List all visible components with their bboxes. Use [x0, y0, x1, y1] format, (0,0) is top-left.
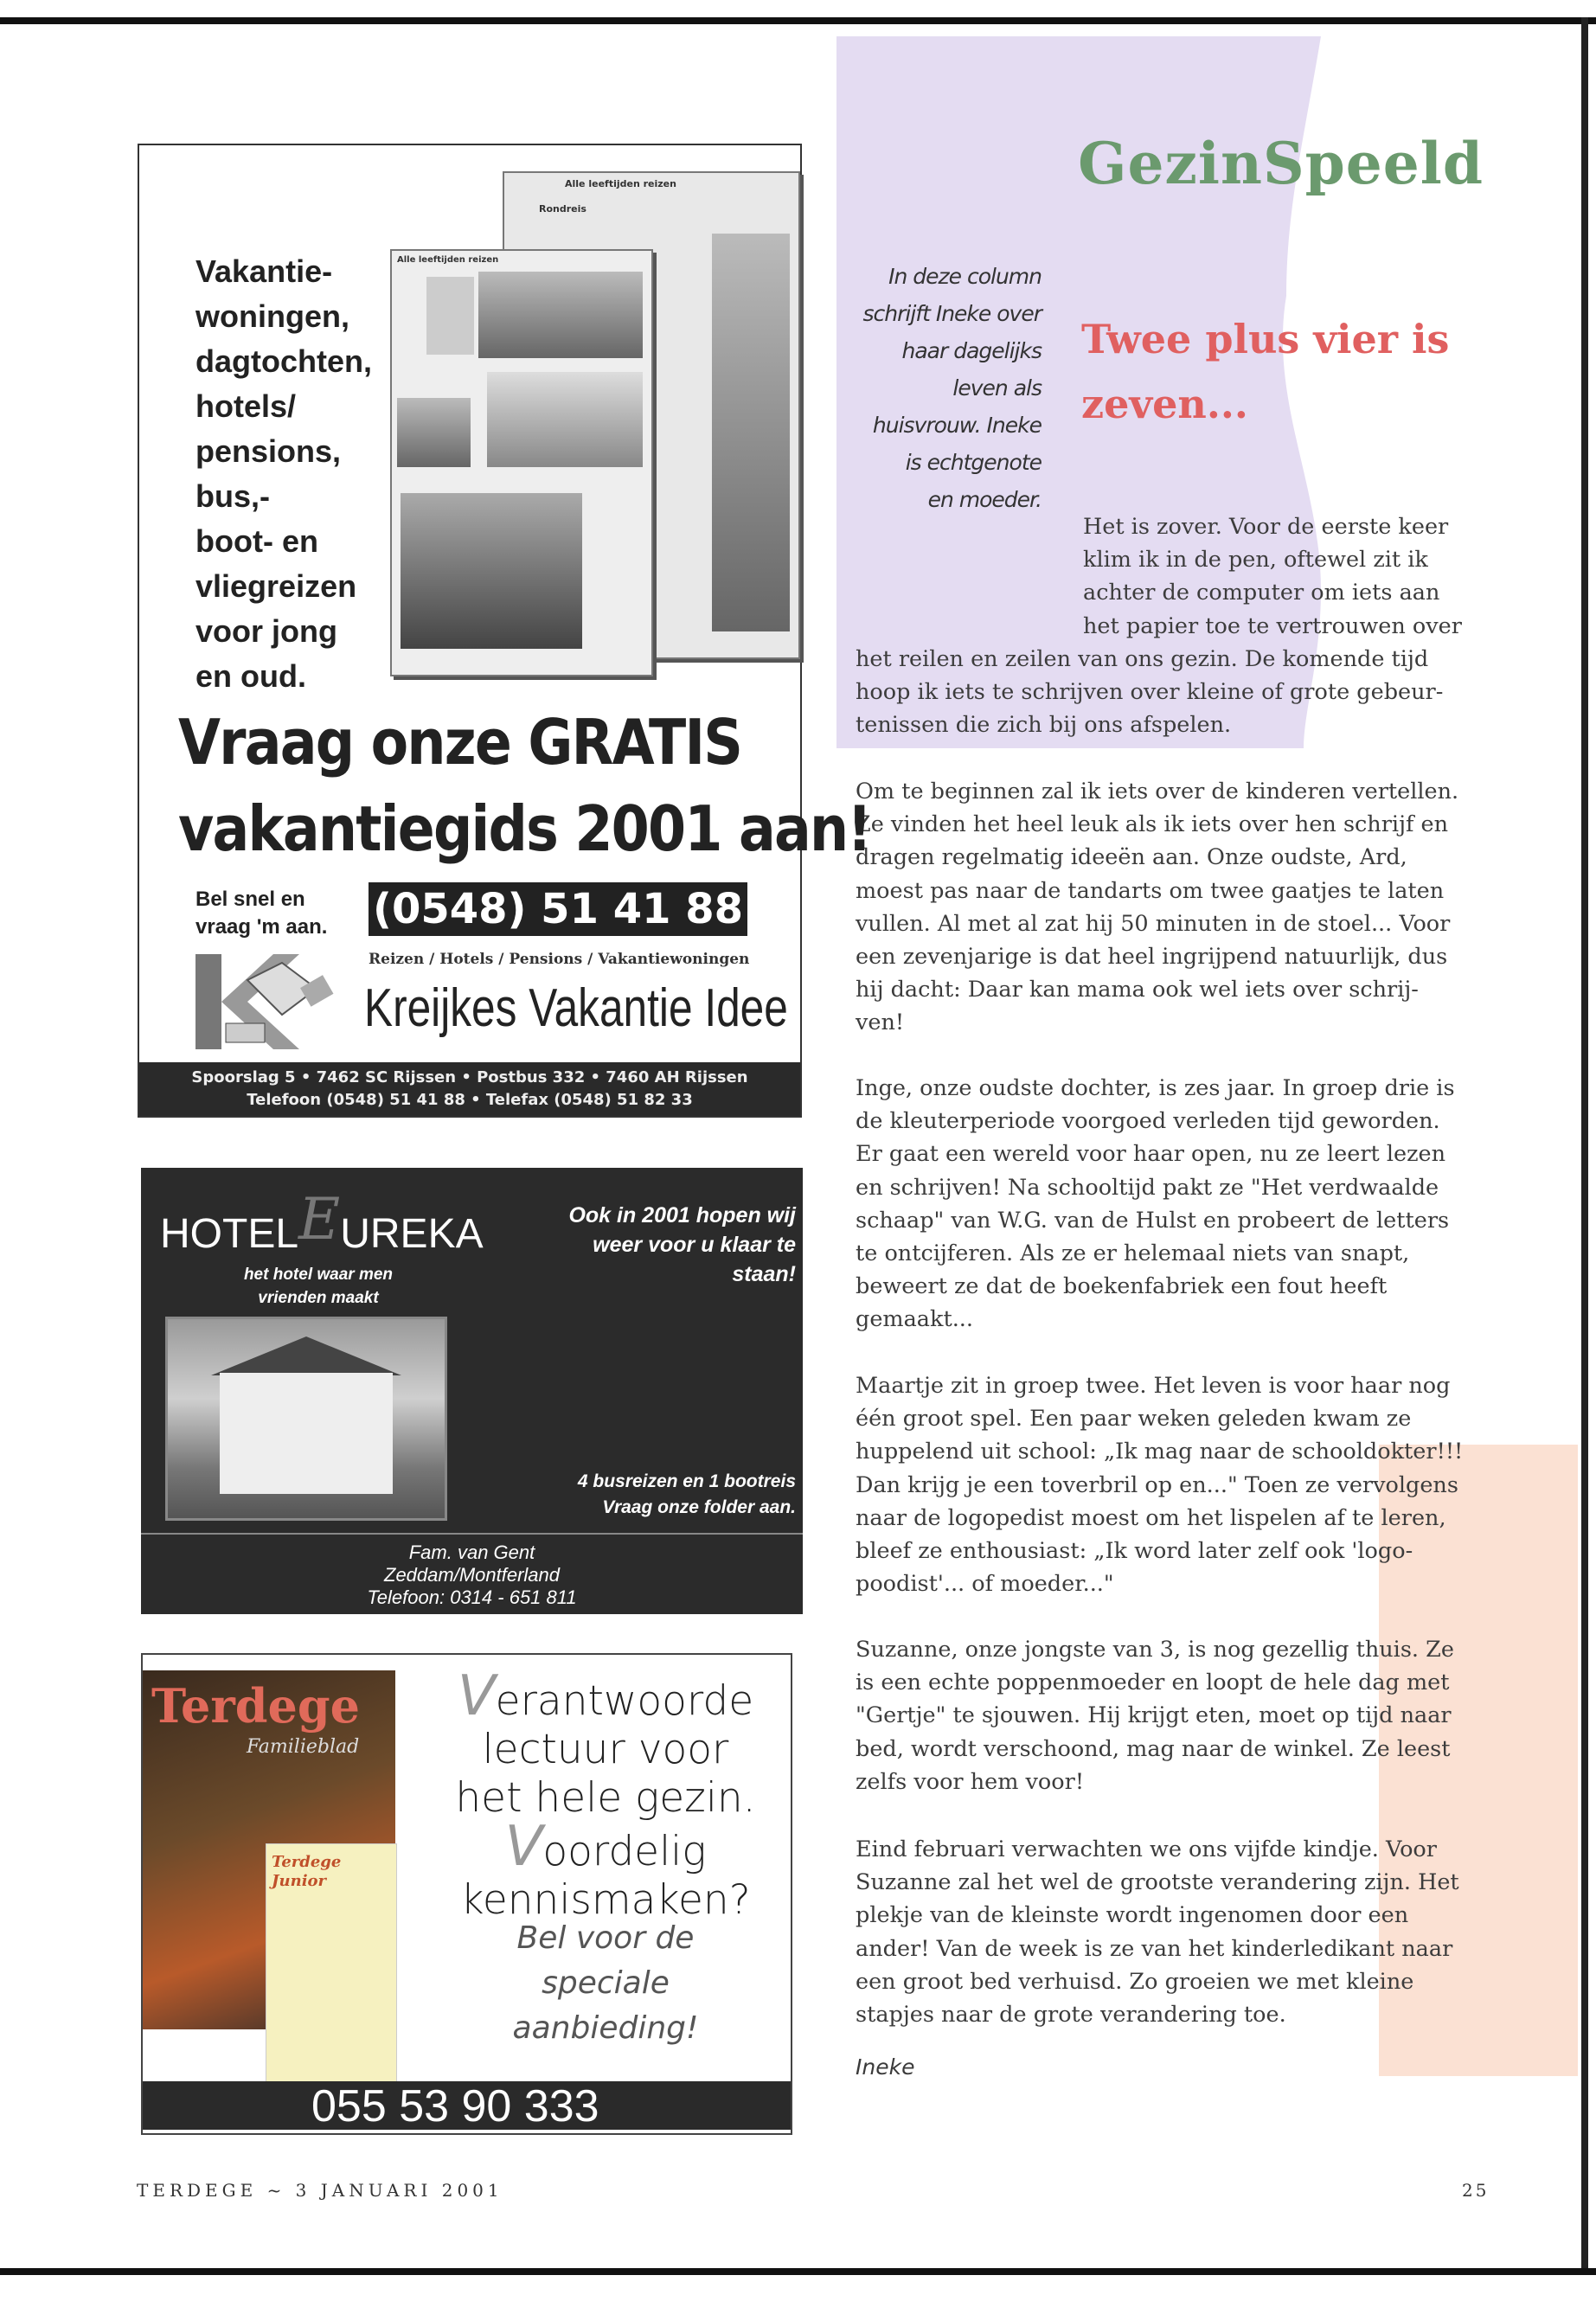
offer-line: speciale: [542, 1965, 670, 2001]
trips-line: Vraag onze folder aan.: [602, 1497, 796, 1517]
trips-line: 4 busreizen en 1 bootreis: [577, 1471, 796, 1491]
offer-list-line: Vakantie-: [195, 253, 333, 289]
body-line: Eind februari verwachten we ons vijfde kindje. Voor: [856, 1836, 1437, 1862]
ad-offer: [441, 1916, 770, 2051]
offer-list-line: hotels/: [195, 388, 297, 424]
offer-list-line: pensions,: [195, 433, 342, 469]
body-line: achter de computer om iets aan: [1083, 580, 1440, 606]
body-line: een groot bed verhuisd. Zo groeien we met kleine: [856, 1968, 1414, 1995]
page-top-border: [0, 17, 1596, 24]
hotel-contact: [141, 1533, 803, 1609]
body-line: de kleuterperiode voorgoed verleden tijd geworden.: [856, 1108, 1440, 1135]
column-intro: [808, 258, 1042, 518]
body-line: Ze vinden het heel leuk als ik iets over hen schrijf en: [856, 811, 1449, 838]
footer-publication: TERDEGE ~ 3 JANUARI 2001: [137, 2180, 503, 2201]
offer-line: aanbieding!: [512, 2010, 699, 2046]
author-signature: Ineke: [856, 2054, 915, 2080]
body-line: Er gaat een wereld voor haar open, nu ze leert lezen: [856, 1141, 1446, 1168]
offer-list-line: voor jong: [195, 613, 337, 649]
contact-line: Fam. van Gent: [408, 1541, 535, 1563]
copy-line: lectuur voor: [482, 1726, 729, 1773]
contact-line: Zeddam/Montferland: [384, 1564, 560, 1586]
body-line: poodist'... of moeder...": [856, 1571, 1114, 1598]
body-line: "Gertje" te sjouwen. Hij krijgt eten, moet op tijd naar: [856, 1702, 1452, 1729]
ad-services: Reizen / Hotels / Pensions / Vakantiewoningen: [369, 951, 750, 968]
call-line: Bel snel en: [195, 888, 305, 911]
body-line: Het is zover. Voor de eerste keer: [1083, 514, 1449, 540]
hotel-name-part: HOTEL: [160, 1211, 299, 1257]
body-line: is een echte poppenmoeder en loopt de hele dag met: [856, 1670, 1450, 1696]
junior-title: Terdege Junior: [272, 1853, 342, 1890]
ad-phone: (0548) 51 41 88: [369, 882, 747, 936]
intro-line: haar dagelijks: [901, 338, 1042, 363]
body-line: zelfs voor hem voor!: [856, 1768, 1085, 1795]
page-right-border: [1581, 17, 1588, 2275]
junior-cover-image: [266, 1843, 397, 2083]
copy-line: erantwoorde: [495, 1677, 754, 1725]
intro-line: In deze column: [888, 264, 1042, 289]
offer-list-line: dagtochten,: [195, 343, 372, 379]
headline-line: Twee plus vier is: [1081, 316, 1450, 362]
body-line: hoop ik iets te schrijven over kleine of grote gebeur-: [856, 679, 1444, 705]
kreijkes-logo-icon: [195, 954, 334, 1049]
brochure-map: [426, 277, 474, 355]
drop-cap: V: [457, 1664, 496, 1728]
ad-copy: [441, 1664, 770, 1925]
brochure-photo: [487, 372, 643, 467]
brochure-photo: [397, 398, 471, 467]
ad-brand-name: Kreijkes Vakantie Idee: [364, 978, 788, 1038]
body-line: schaap" van W.G. van de Hulst en probeert de letters: [856, 1207, 1450, 1234]
offer-list-line: boot- en: [195, 523, 318, 559]
page-bottom-border: [0, 2268, 1596, 2275]
tagline-line: het hotel waar men: [243, 1266, 394, 1284]
ad-kreijkes-vakantie: [138, 144, 871, 1118]
body-line: Inge, onze oudste dochter, is zes jaar. In groep drie is: [856, 1075, 1455, 1101]
drop-cap: V: [504, 1815, 543, 1879]
body-line: moest pas naar de tandarts om twee gaatjes te laten: [856, 877, 1445, 904]
body-line: huppelend uit school: „Ik mag naar de schooldokter!!!: [856, 1439, 1464, 1465]
brochure-label: Rondreis: [539, 203, 586, 215]
hotel-trips: [578, 1469, 796, 1521]
address-line: Telefoon (0548) 51 41 88 • Telefax (0548) 51 82 33: [247, 1091, 693, 1109]
offer-list-line: en oud.: [195, 658, 306, 694]
body-line: ven!: [856, 1009, 905, 1036]
ad-call-text: [195, 886, 327, 941]
hotel-photo: [165, 1317, 447, 1521]
call-line: vraag 'm aan.: [195, 915, 328, 939]
hotel-name: [160, 1186, 484, 1260]
brochure-photo: [712, 234, 790, 631]
body-line: tenissen die zich bij ons afspelen.: [856, 712, 1232, 739]
copy-line: kennismaken?: [460, 1876, 751, 1924]
magazine-subtitle: Familieblad: [247, 1736, 360, 1758]
ad-terdege-subscription: [141, 1653, 792, 2135]
hotel-tagline: [176, 1263, 461, 1310]
body-line: bleef ze enthousiast: „Ik word later zelf ook 'logo-: [856, 1538, 1413, 1564]
page-number: 25: [1462, 2180, 1490, 2201]
body-line: beweert ze dat de boekenfabriek een fout heeft: [856, 1273, 1388, 1300]
ad-address: [139, 1062, 800, 1116]
body-line: gemaakt...: [856, 1306, 974, 1333]
body-line: klim ik in de pen, oftewel zit ik: [1083, 547, 1428, 574]
ad-headline-2: vakantiegids 2001 aan!: [178, 792, 871, 865]
intro-line: huisvrouw. Ineke: [872, 413, 1042, 438]
brochure-label: Alle leeftijden reizen: [397, 255, 499, 265]
intro-line: leven als: [952, 375, 1042, 401]
hotel-building: [220, 1373, 393, 1494]
offer-line: Bel voor de: [516, 1920, 695, 1956]
message-line: staan!: [732, 1262, 796, 1286]
intro-line: en moeder.: [927, 487, 1042, 512]
body-line: ander! Van de week is ze van het kinderledikant naar: [856, 1935, 1453, 1962]
body-line: Suzanne, onze jongste van 3, is nog gezellig thuis. Ze: [856, 1637, 1454, 1663]
offer-list-line: bus,-: [195, 478, 270, 514]
body-line: het papier toe te vertrouwen over: [1083, 612, 1462, 639]
copy-line: het hele gezin.: [455, 1774, 756, 1822]
brochure-photo: [401, 493, 582, 649]
contact-line: Telefoon: 0314 - 651 811: [367, 1586, 577, 1608]
intro-line: is echtgenote: [905, 450, 1042, 475]
tagline-line: vrienden maakt: [258, 1289, 379, 1307]
body-line: Maartje zit in groep twee. Het leven is voor haar nog: [856, 1373, 1451, 1399]
brochure-photo: [478, 272, 643, 358]
address-line: Spoorslag 5 • 7462 SC Rijssen • Postbus 332 • 7460 AH Rijssen: [191, 1068, 748, 1086]
body-line: Om te beginnen zal ik iets over de kinderen vertellen.: [856, 779, 1459, 804]
body-line: vullen. Al met al zat hij 50 minuten in de stoel... Voor: [856, 910, 1451, 937]
message-line: Ook in 2001 hopen wij: [568, 1203, 796, 1227]
offer-list-line: vliegreizen: [195, 568, 357, 604]
copy-line: oordelig: [542, 1828, 707, 1875]
ad-hotel-eureka: [141, 1168, 803, 1614]
intro-line: schrijft Ineke over: [862, 301, 1042, 326]
ad-phone: 055 53 90 333: [143, 2081, 791, 2130]
body-line: het reilen en zeilen van ons gezin. De komende tijd: [856, 645, 1429, 672]
offer-list-line: woningen,: [195, 298, 349, 334]
ad-offer-list: [195, 249, 372, 699]
brochure-label: Alle leeftijden reizen: [565, 178, 676, 189]
body-line: één groot spel. Een paar weken geleden kwam ze: [856, 1406, 1412, 1433]
headline-line: zeven...: [1081, 381, 1248, 427]
body-line: hij dacht: Daar kan mama ook wel iets over schrij-: [856, 977, 1419, 1003]
body-line: een zevenjarige is dat heel ingrijpend natuurlijk, dus: [856, 944, 1448, 970]
column-title: GezinSpeeld: [1078, 130, 1484, 197]
body-line: stapjes naar de grote verandering toe.: [856, 2002, 1286, 2028]
body-line: en schrijven! Na schooltijd pakt ze "Het verdwaalde: [856, 1174, 1439, 1201]
body-line: naar de logopedist moest om het lispelen af te leren,: [856, 1504, 1446, 1531]
body-line: te ontcijferen. Als ze er helemaal niets van snapt,: [856, 1240, 1410, 1266]
hotel-message: [519, 1201, 796, 1289]
brochure-image-front: [390, 249, 653, 676]
hotel-roof: [211, 1336, 401, 1375]
hotel-name-e: E: [298, 1186, 341, 1253]
magazine-title: Terdege: [151, 1678, 361, 1734]
body-line: plekje van de kleinste wordt ingenomen door een: [856, 1902, 1409, 1929]
body-line: Dan krijg je een toverbril op en..." Toen ze vervolgens: [856, 1471, 1458, 1498]
hotel-name-part: UREKA: [340, 1211, 484, 1257]
article-headline: [1081, 307, 1449, 437]
message-line: weer voor u klaar te: [593, 1233, 796, 1257]
body-line: Suzanne zal het wel de grootste verandering zijn. Het: [856, 1869, 1459, 1896]
body-line: dragen regelmatig ideeën aan. Onze oudste, Ard,: [856, 844, 1407, 871]
body-line: bed, wordt verschoond, mag naar de winkel. Ze leest: [856, 1735, 1451, 1762]
ad-headline-1: Vraag onze GRATIS: [178, 706, 742, 779]
